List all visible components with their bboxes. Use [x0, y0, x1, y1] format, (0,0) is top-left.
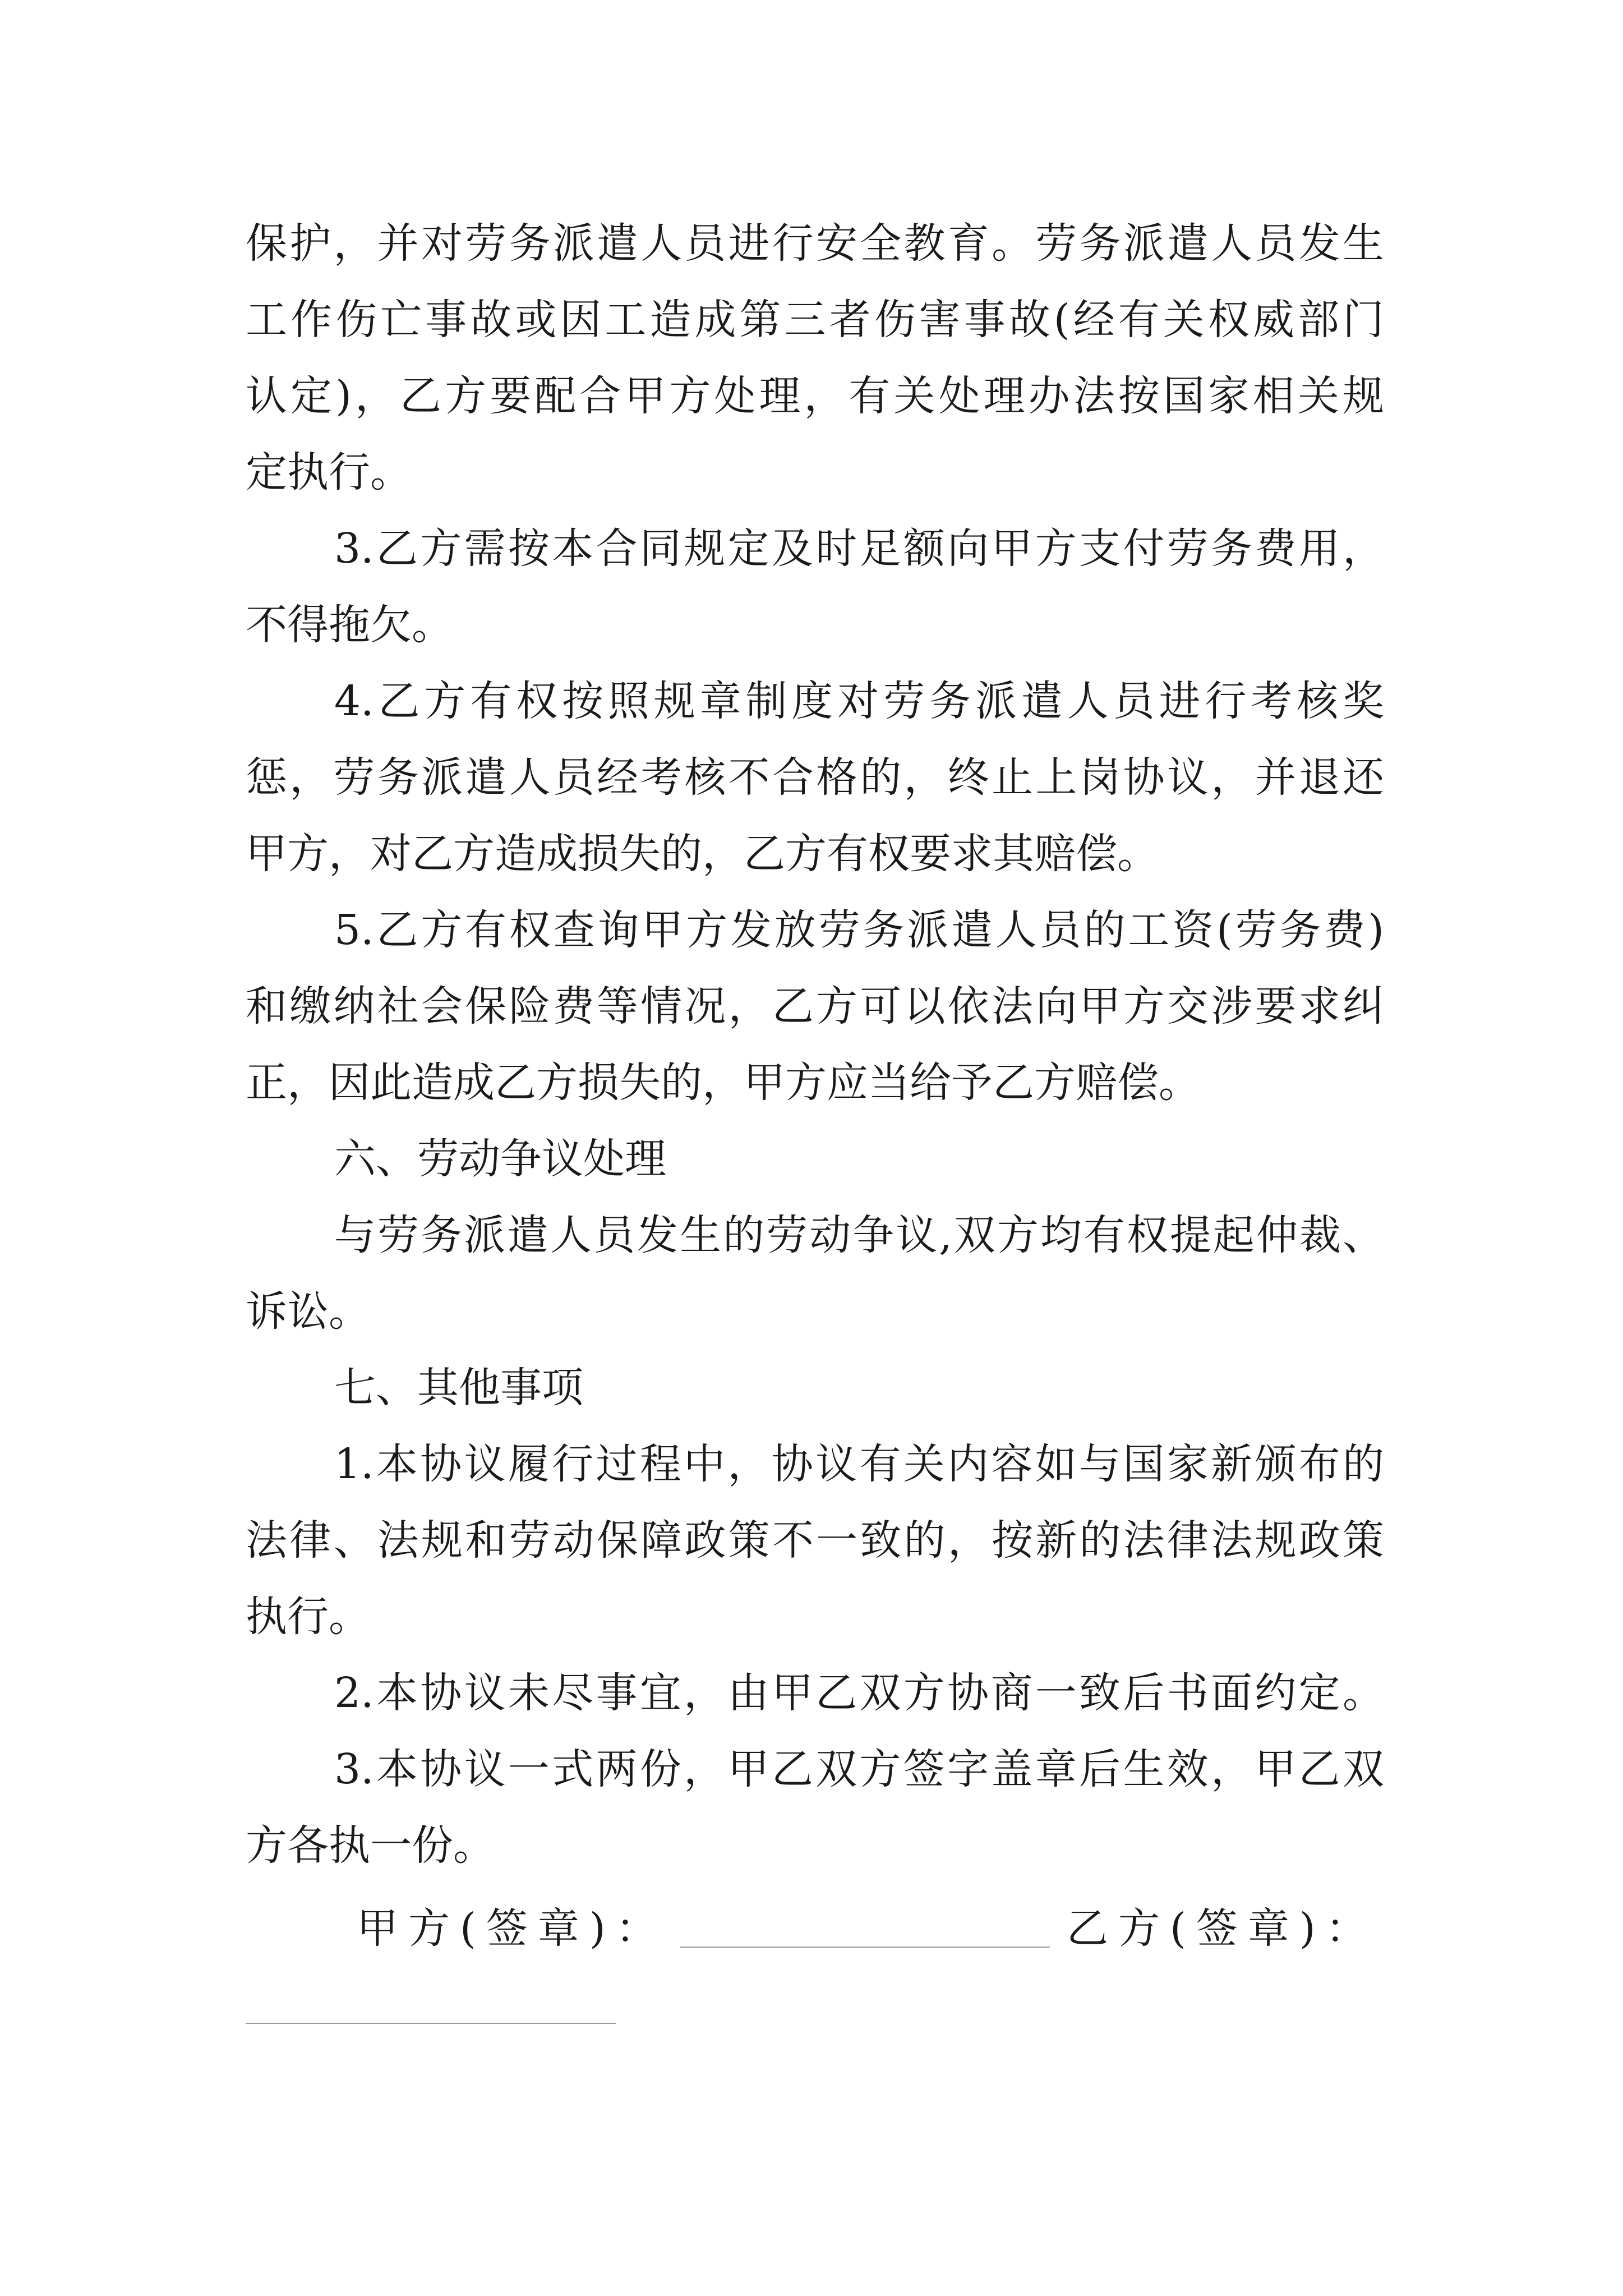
signature-row [0, 1901, 1623, 1957]
text-line: 3.乙方需按本合同规定及时足额向甲方支付劳务费用， [334, 524, 1384, 573]
text-line: 方各执一份。 [246, 1821, 495, 1870]
text-line: 4.乙方有权按照规章制度对劳务派遣人员进行考核奖 [334, 677, 1384, 725]
text-line: 与劳务派遣人员发生的劳动争议,双方均有权提起仲裁、 [334, 1211, 1384, 1259]
text-line: 执行。 [246, 1593, 370, 1641]
party-b-signature-label: 乙方(签章)： [1067, 1904, 1377, 1953]
text-line: 诉讼。 [246, 1287, 370, 1336]
text-line: 正，因此造成乙方损失的，甲方应当给予乙方赔偿。 [246, 1059, 1200, 1107]
text-line: 保护，并对劳务派遣人员进行安全教育。劳务派遣人员发生 [246, 219, 1384, 268]
text-line: 3.本协议一式两份，甲乙双方签字盖章后生效，甲乙双 [334, 1745, 1384, 1793]
text-line: 1.本协议履行过程中，协议有关内容如与国家新颁布的 [334, 1440, 1384, 1488]
text-line: 不得拖欠。 [246, 601, 453, 649]
text-line: 5.乙方有权查询甲方发放劳务派遣人员的工资(劳务费) [334, 906, 1384, 954]
section-heading: 六、劳动争议处理 [334, 1135, 666, 1183]
text-line: 甲方，对乙方造成损失的，乙方有权要求其赔偿。 [246, 830, 1159, 878]
text-line: 和缴纳社会保险费等情况，乙方可以依法向甲方交涉要求纠 [246, 982, 1384, 1030]
text-line: 惩，劳务派遣人员经考核不合格的，终止上岗协议，并退还 [246, 753, 1384, 802]
text-line: 认定)，乙方要配合甲方处理，有关处理办法按国家相关规 [246, 372, 1384, 420]
party-a-signature-label: 甲方(签章)： [357, 1904, 667, 1953]
section-heading: 七、其他事项 [334, 1364, 583, 1412]
text-line: 法律、法规和劳动保障政策不一致的，按新的法律法规政策 [246, 1516, 1384, 1565]
text-line: 定执行。 [246, 448, 412, 496]
party-b-signature-line[interactable] [246, 2023, 616, 2024]
text-line: 工作伤亡事故或因工造成第三者伤害事故(经有关权威部门 [246, 296, 1384, 344]
text-line: 2.本协议未尽事宜，由甲乙双方协商一致后书面约定。 [334, 1669, 1384, 1717]
party-a-signature-line[interactable] [680, 1947, 1050, 1948]
